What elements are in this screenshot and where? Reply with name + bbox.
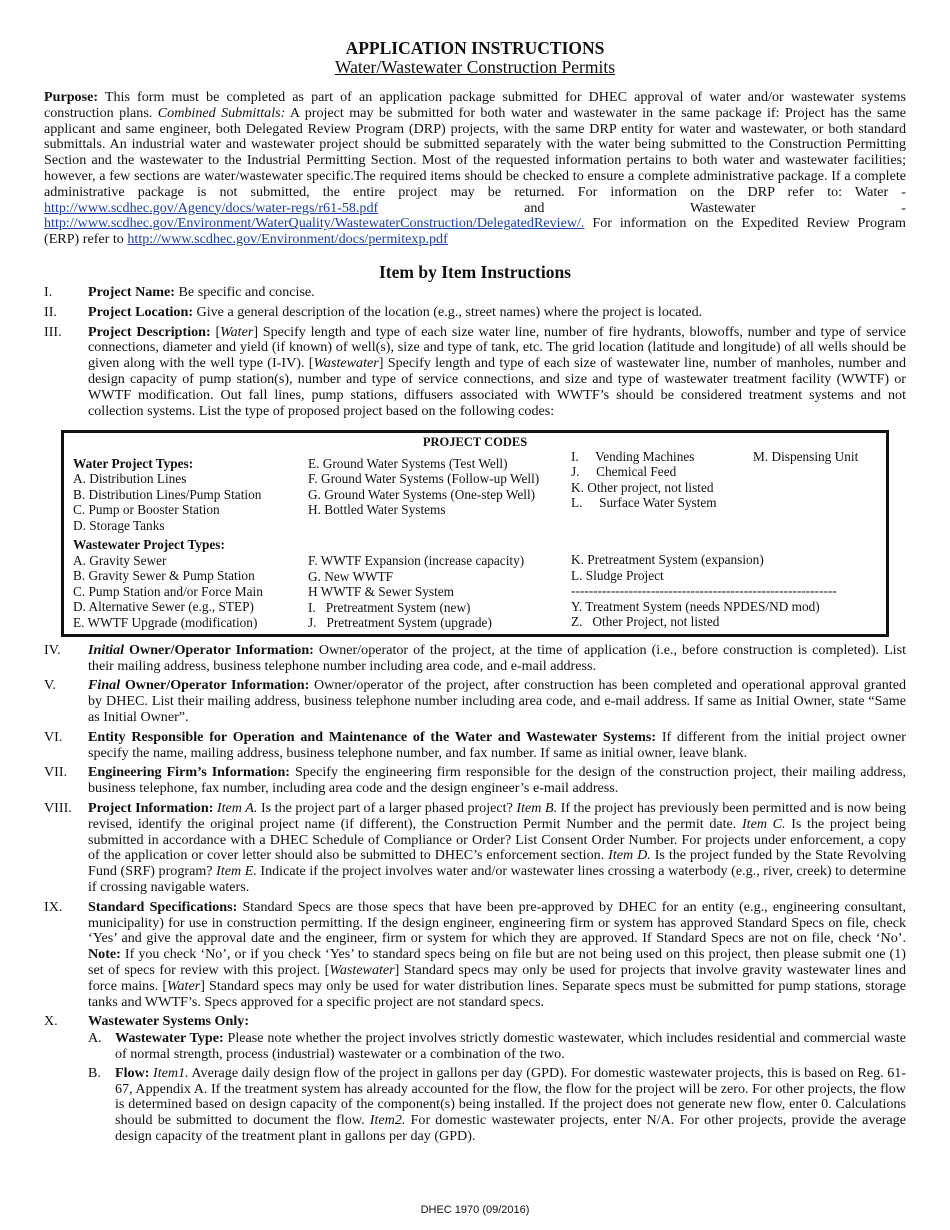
code-item: A. Distribution Lines (73, 471, 187, 487)
item-label: Initial (88, 641, 125, 658)
item-text: Specify the engineering firm responsible for the design of the construction project, their mailing address, business telephone, fax number, including area code and the design engineer’s e-mail address. (88, 764, 907, 797)
code-item: D. Alternative Sewer (e.g., STEP) (73, 599, 254, 615)
item-text: [ (210, 323, 221, 340)
purpose-text: This form must be completed as part of an application package submitted for DHEC approval of water and/or wastewater systems construction plans. (44, 89, 906, 121)
item-text: If different from the initial project owner specify the name, mailing address, business telephone number, and fax number. If same as initial owner, leave blank. (88, 728, 906, 761)
code-item: F. WWTF Expansion (increase capacity) (308, 553, 525, 569)
item-text: If you check ‘No’, or if you check ‘Yes’ to standard specs being on file but are not being used on this project, then please submit one (1) set of specs for review with this project. [ (88, 946, 906, 978)
code-item: E. WWTF Upgrade (modification) (73, 614, 258, 630)
purpose-label: Purpose: (44, 89, 99, 105)
drp-water-link[interactable]: http://www.scdhec.gov/Agency/docs/water-regs/r61-58.pdf (44, 199, 379, 216)
item-number: I. (44, 283, 53, 300)
erp-link[interactable]: http://www.scdhec.gov/Environment/docs/permitexp.pdf (127, 231, 448, 248)
item-text: Please note whether the project involves strictly domestic wastewater, which includes residential and commercial waste of normal strength, process (industrial) wastewater or a combination of the two. (115, 1030, 906, 1062)
item-number: IX. (44, 898, 63, 915)
item-x-a (88, 1031, 906, 1063)
item-text: Owner/operator of the project, after construction has been completed and operational approval granted by DHEC. List their mailing address, business telephone number including area code, and e-mail address. If same as Initial Owner, state “Same as Initial Owner”. (88, 677, 906, 726)
code-item: B. Distribution Lines/Pump Station (73, 486, 262, 502)
item-text: Item B. (516, 800, 558, 817)
item-number: V. (44, 677, 56, 694)
code-item: L. Surface Water System (571, 495, 717, 511)
code-item: G. New WWTF (308, 568, 394, 584)
document-page (44, 38, 906, 1145)
item-text: Water (220, 323, 254, 340)
item-number: VI. (44, 728, 63, 745)
item-text: Is the project part of a larger phased project? (257, 800, 517, 817)
item-text: Item E. (216, 863, 257, 880)
item-text: ] Specify length and type of each size of wastewater line, number of manholes, number and design capacity of pump station(s), number and type of service connections, and size and type of wastewater treatment facility (WWTF) or WWTF modification. Out fall lines, pump stations, diffusers associated with WWTF’s should be considered treatment systems and not collection systems. List the type of proposed project based on the following codes: (88, 355, 906, 419)
item-text: Item A. (213, 800, 258, 817)
item-ii (44, 305, 906, 321)
item-label: Owner/Operator Information: (124, 641, 314, 658)
item-text: For domestic wastewater projects, enter N/A. For other projects, provide the average design capacity of the treatment plant in gallons per day (GPD). (115, 1112, 906, 1144)
item-label: Wastewater Type: (115, 1030, 224, 1047)
item-text: ] Standard specs may only be used for water distribution lines. Separate specs must be submitted for pump stations, storage tanks and WWTF’s. Specs approved for a specific project are not standard specs. (88, 977, 907, 1010)
item-text: Item2. (369, 1112, 406, 1129)
code-item: B. Gravity Sewer & Pump Station (73, 568, 255, 584)
item-instructions-heading: Item by Item Instructions (378, 261, 571, 282)
code-item: A. Gravity Sewer (73, 552, 167, 568)
sub-number: B. (88, 1064, 101, 1081)
code-item: H. Bottled Water Systems (308, 502, 446, 518)
code-separator: ------------------------------------------------------------ (571, 583, 837, 599)
purpose-text-3: and Wastewater - (378, 199, 906, 216)
item-iii (44, 325, 906, 420)
form-number-footer: DHEC 1970 (09/2016) (420, 1204, 530, 1216)
code-item: Z. Other Project, not listed (571, 614, 720, 630)
item-v (44, 678, 906, 725)
page-title: APPLICATION INSTRUCTIONS (345, 38, 605, 58)
code-item: E. Ground Water Systems (Test Well) (308, 455, 508, 471)
purpose-text-4: For information on the Expedited Review Program (ERP) refer to (44, 215, 906, 248)
item-label: Engineering Firm’s Information: (88, 764, 290, 781)
item-label: Wastewater Systems Only: (88, 1013, 250, 1030)
code-item: H WWTF & Sewer System (308, 584, 455, 600)
project-codes-title: PROJECT CODES (422, 435, 528, 450)
purpose-paragraph (44, 90, 906, 248)
item-viii (44, 801, 906, 896)
item-text: ] Standard specs may only be used for projects that involve gravity wastewater lines and force mains. [ (88, 961, 907, 994)
code-item: K. Other project, not listed (571, 479, 714, 495)
item-text: Owner/operator of the project, at the time of application (i.e., before construction is completed). List their mailing address, business telephone number including area code, and e-mail address. (88, 641, 906, 674)
code-item: Y. Treatment System (needs NPDES/ND mod) (571, 598, 820, 614)
item-iv (44, 643, 906, 675)
item-text: Wastewater (329, 961, 395, 978)
item-vi (44, 730, 906, 762)
code-item: C. Pump Station and/or Force Main (73, 583, 263, 599)
purpose-text-2: A project may be submitted for both water and wastewater in the same package if: Project has the same applicant and same engineer, both Delegated Review Program (DRP) projects, with the same DRP entity for water and wastewater, or both standard submittals. An industrial water and wastewater project should be submitted separately with the water being submitted to the Construction Permitting Section and the wastewater to the Industrial Permitting Section. Most of the requested information pertains to both water and wastewater facilities; however, a few sections are water/wastewater specific.The required items should be checked to ensure a complete administrative package. If a complete administrative package is not submitted, the entire project may be returned. For information on the DRP refer to: Water - (44, 104, 906, 200)
water-types-heading: Water Project Types: (73, 455, 194, 471)
code-item: F. Ground Water Systems (Follow-up Well) (308, 471, 540, 487)
item-text: Standard Specs are those specs that have been pre-approved by DHEC for an entity (e.g., engineering consultant, municipality) for use in construction permitting. If the design engineer, engineering firm or system has approved Standard Specs on file, check ‘Yes’ and give the approval date and the engineer, firm or system for which they are approved. If Standard Specs are not on file, check ‘No’. (88, 898, 907, 947)
code-item: J. Chemical Feed (571, 464, 677, 480)
item-label: Project Description: (88, 323, 211, 340)
item-text: Wastewater (313, 355, 379, 372)
item-vii (44, 765, 906, 797)
item-x-b (88, 1066, 906, 1145)
item-number: VII. (44, 764, 68, 781)
code-item: D. Storage Tanks (73, 517, 165, 533)
item-label: Owner/Operator Information: (120, 677, 310, 694)
item-text: Water (167, 977, 201, 994)
item-number: VIII. (44, 800, 72, 817)
item-label: Final (88, 677, 121, 694)
item-x (44, 1014, 906, 1144)
item-text: Item D. (608, 847, 651, 864)
item-label: Flow: (115, 1064, 150, 1081)
item-text: Note: (88, 946, 121, 963)
item-number: X. (44, 1013, 58, 1030)
code-item: J. Pretreatment System (upgrade) (308, 615, 492, 631)
project-codes-box (61, 430, 889, 637)
item-text: Be specific and concise. (175, 283, 315, 300)
code-item: I. Vending Machines (571, 448, 695, 464)
item-text: Is the project funded by the State Revolving Fund (SRF) program? (88, 847, 906, 880)
code-item: M. Dispensing Unit (753, 448, 859, 464)
drp-wastewater-link[interactable]: http://www.scdhec.gov/Environment/WaterQuality/WastewaterConstruction/DelegatedReview/. (44, 215, 585, 232)
item-label: Project Name: (88, 283, 175, 300)
sub-number: A. (88, 1030, 102, 1047)
item-number: II. (44, 303, 57, 320)
item-text: Give a general description of the location (e.g., street names) where the project is located. (193, 303, 703, 320)
item-number: III. (44, 323, 62, 340)
combined-submittals-label: Combined Submittals: (157, 104, 286, 121)
code-item: K. Pretreatment System (expansion) (571, 552, 764, 568)
code-item: C. Pump or Booster Station (73, 502, 220, 518)
code-item: L. Sludge Project (571, 567, 664, 583)
item-text: Is the project being submitted in accordance with a DHEC Schedule of Compliance or Order? List Consent Order Number. For projects under enforcement, a copy of the application or cover letter should also be submitted to DHEC’s enforcement section. (88, 815, 906, 864)
item-label: Entity Responsible for Operation and Maintenance of the Water and Wastewater Systems: (88, 728, 657, 745)
wastewater-types-heading: Wastewater Project Types: (73, 537, 225, 553)
item-text: Item1. (149, 1064, 189, 1081)
item-i (44, 285, 906, 301)
item-label: Project Information: (88, 800, 214, 817)
item-text: ] Specify length and type of each size water line, number of fire hydrants, blowoffs, number and type of service connections, diameter and yield (if known) of well(s), size and type of tank, etc. The grid location (latitude and longitude) of all wells should be given along with the well type (I-IV). [ (88, 323, 907, 372)
page-subtitle: Water/Wastewater Construction Permits (334, 57, 616, 77)
item-number: IV. (44, 641, 61, 658)
item-text: Item C. (741, 815, 786, 832)
item-label: Standard Specifications: (88, 898, 238, 915)
item-text: Indicate if the project involves water and/or wastewater lines crossing a waterbody (e.g., river, creek) to determine if crossing navigable waters. (88, 863, 907, 895)
item-ix (44, 900, 906, 1011)
item-text: Average daily design flow of the project in gallons per day (GPD). For domestic wastewater projects, this is based on Reg. 61-67, Appendix A. If the treatment system has already accounted for the flow, the flow for the project will be zero. For other projects, the flow is determined based on design capacity of the component(s) being installed. If the project does not generate new flow, enter 0. Calculations should be submitted to document the flow. (115, 1064, 906, 1129)
item-label: Project Location: (88, 303, 194, 320)
code-item: G. Ground Water Systems (One-step Well) (308, 486, 536, 502)
item-text: If the project has previously been permitted and is now being revised, identify the original project name (if different), the Construction Permit Number and the permit date. (88, 800, 907, 832)
code-item: I. Pretreatment System (new) (308, 599, 471, 615)
